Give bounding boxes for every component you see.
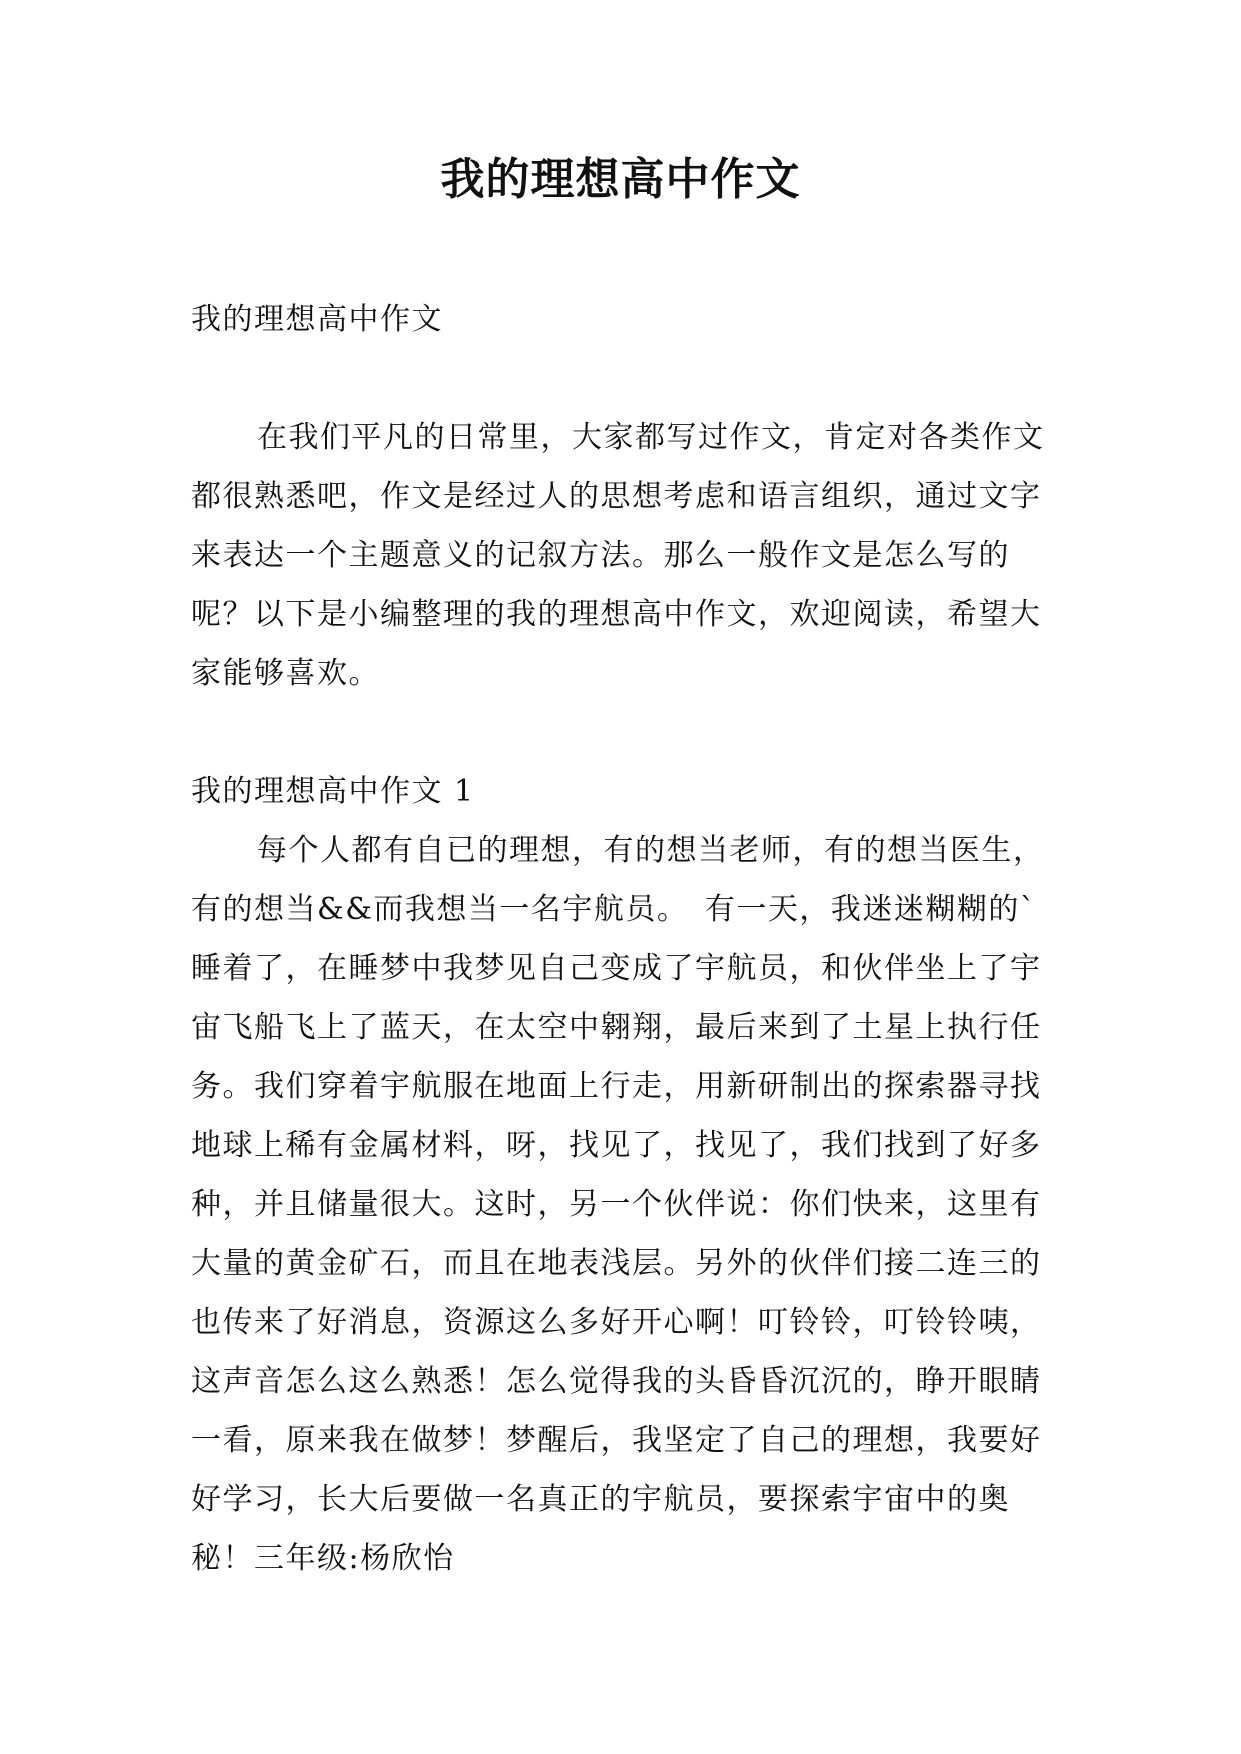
section-heading: 我的理想高中作文 1 <box>191 774 475 809</box>
document-subtitle: 我的理想高中作文 <box>191 302 443 337</box>
essay-paragraph: 每个人都有自已的理想，有的想当老师，有的想当医生，有的想当&&而我想当一名宇航员。 有一天，我迷迷糊糊的`睡着了，在睡梦中我梦见自己变成了宇航员，和伙伴坐上了宇宙飞船飞上了蓝天，在太空中翱翔，最后来到了土星上执行任务。我们穿着宇航服在地面上行走，用新研制出的探索器寻找地球上稀有金属材料，呀，找见了，找见了，我们找到了好多种，并且储量很大。这时，另一个伙伴说：你们快来，这里有大量的黄金矿石，而且在地表浅层。另外的伙伴们接二连三的也传来了好消息，资源这么多好开心啊！叮铃铃，叮铃铃咦，这声音怎么这么熟悉！怎么觉得我的头昏昏沉沉的，睁开眼睛一看，原来我在做梦！梦醒后，我坚定了自己的理想，我要好好学习，长大后要做一名真正的宇航员，要探索宇宙中的奥秘！三年级:杨欣怡 <box>191 833 1045 1576</box>
document-title: 我的理想高中作文 <box>440 154 801 205</box>
intro-paragraph: 在我们平凡的日常里，大家都写过作文，肯定对各类作文都很熟悉吧，作文是经过人的思想考虑和语言组织，通过文字来表达一个主题意义的记叙方法。那么一般作文是怎么写的呢？以下是小编整理的我的理想高中作文，欢迎阅读，希望大家能够喜欢。 <box>191 420 1045 691</box>
document-content <box>191 290 1061 1588</box>
